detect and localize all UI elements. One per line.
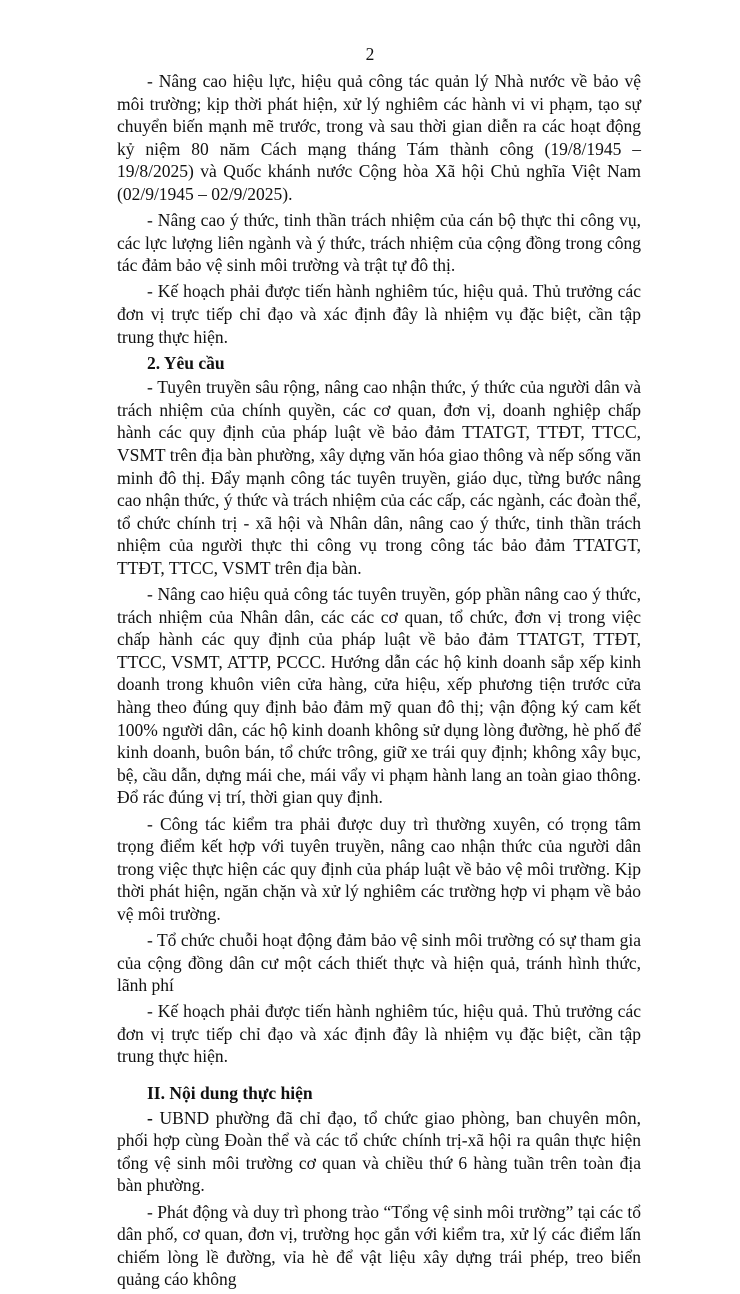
- paragraph-propaganda-effectiveness: - Nâng cao hiệu quả công tác tuyên truyền, góp phần nâng cao ý thức, trách nhiệm của Nhân dân, các các cơ quan, tổ chức, đơn vị trong việc chấp hành các quy định của pháp luật về bảo đảm TTATGT, TTĐT, TTCC, VSMT, ATTP, PCCC. Hướng dẫn các hộ kinh doanh sắp xếp kinh doanh trong khuôn viên cửa hàng, cửa hiệu, xếp phương tiện trước cửa hàng theo đúng quy định bảo đảm mỹ quan đô thị; vận động ký cam kết 100% người dân, các hộ kinh doanh không sử dụng lòng đường, hè phố để kinh doanh, buôn bán, tổ chức trông, giữ xe trái quy định; không xây bục, bệ, cầu dẫn, dựng mái che, mái vẩy vi phạm hành lang an toàn giao thông. Đổ rác đúng vị trí, thời gian quy định.: [117, 584, 641, 808]
- paragraph-awareness: - Nâng cao ý thức, tinh thần trách nhiệm của cán bộ thực thi công vụ, các lực lượng liên ngành và ý thức, trách nhiệm của cộng đồng trong công tác đảm bảo vệ sinh môi trường và trật tự đô thị.: [117, 210, 641, 276]
- section-heading-requirements: 2. Yêu cầu: [147, 352, 225, 373]
- paragraph-activity-chain: - Tổ chức chuỗi hoạt động đảm bảo vệ sinh môi trường có sự tham gia của cộng đồng dân cư một cách thiết thực và hiện quả, tránh hình thức, lãnh phí: [117, 929, 641, 996]
- paragraph-propaganda: - Tuyên truyền sâu rộng, nâng cao nhận thức, ý thức của người dân và trách nhiệm của chính quyền, các cơ quan, đơn vị, doanh nghiệp chấp hành các quy định của pháp luật về bảo đảm TTATGT, TTĐT, TTCC, VSMT trên địa bàn phường, xây dựng văn hóa giao thông và nếp sống văn minh đô thị. Đẩy mạnh công tác tuyên truyền, giáo dục, từng bước nâng cao nhận thức, ý thức và trách nhiệm của các cấp, các ngành, các đoàn thể, tổ chức chính trị - xã hội và Nhân dân, nâng cao ý thức, tinh thần trách nhiệm của người thực thi công vụ trong công tác bảo đảm TTATGT, TTĐT, TTCC, VSMT trên địa bàn.: [117, 377, 641, 578]
- paragraph-campaign: - Phát động và duy trì phong trào “Tổng vệ sinh môi trường” tại các tổ dân phố, cơ quan, đơn vị, trường học gắn với kiểm tra, xử lý các điểm lấn chiếm lòng lề đường, vỉa hè để vật liệu xây dựng trái phép, treo biển quảng cáo không: [117, 1201, 641, 1290]
- paragraph-ward-direction: [117, 1107, 641, 1197]
- paragraph-plan-seriousness: - Kế hoạch phải được tiến hành nghiêm túc, hiệu quả. Thủ trưởng các đơn vị trực tiếp chỉ đạo và xác định đây là nhiệm vụ đặc biệt, cần tập trung thực hiện.: [117, 281, 641, 347]
- section-heading-implementation: II. Nội dung thực hiện: [147, 1083, 313, 1104]
- page-number: 2: [365, 44, 375, 64]
- paragraph-plan-seriousness-2: - Kế hoạch phải được tiến hành nghiêm túc, hiệu quả. Thủ trưởng các đơn vị trực tiếp chỉ đạo và xác định đây là nhiệm vụ đặc biệt, cần tập trung thực hiện.: [117, 1001, 641, 1067]
- paragraph-inspection: - Công tác kiểm tra phải được duy trì thường xuyên, có trọng tâm trọng điểm kết hợp với tuyên truyền, nâng cao nhận thức của người dân trong việc thực hiện các quy định của pháp luật về bảo vệ môi trường. Kịp thời phát hiện, ngăn chặn và xử lý nghiêm các trường hợp vi phạm về bảo vệ môi trường.: [117, 813, 641, 924]
- document-body: [117, 70, 641, 1294]
- bold-dash: -: [147, 1107, 153, 1128]
- paragraph-ward-direction-text: UBND phường đã chỉ đạo, tổ chức giao phòng, ban chuyên môn, phối hợp cùng Đoàn thể và các tổ chức chính trị-xã hội ra quân thực hiện tổng vệ sinh môi trường cơ quan và chiều thứ 6 hàng tuần trên toàn địa bàn phường.: [117, 1107, 641, 1196]
- paragraph-management-efficiency: - Nâng cao hiệu lực, hiệu quả công tác quản lý Nhà nước về bảo vệ môi trường; kịp thời phát hiện, xử lý nghiêm các hành vi vi phạm, tạo sự chuyển biến mạnh mẽ trước, trong và sau thời gian diễn ra các hoạt động kỷ niệm 80 năm Cách mạng tháng Tám thành công (19/8/1945 – 19/8/2025) và Quốc khánh nước Cộng hòa Xã hội Chủ nghĩa Việt Nam (02/9/1945 – 02/9/2025).: [117, 71, 641, 204]
